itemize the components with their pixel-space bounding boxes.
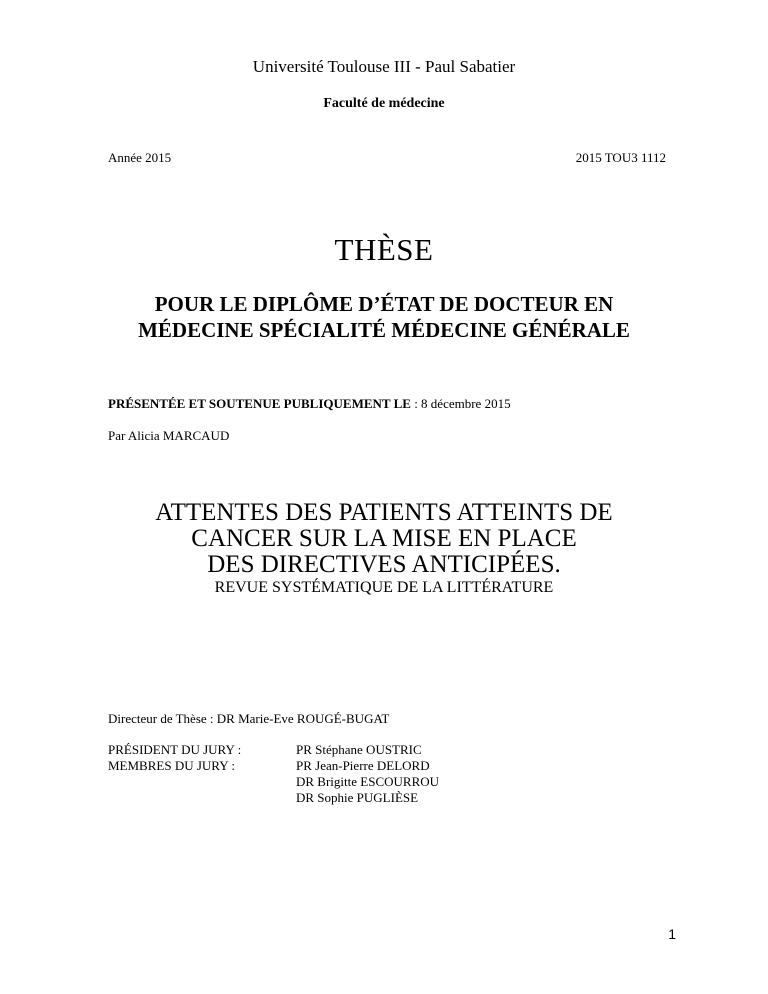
thesis-title [0,500,768,578]
thesis-director: Directeur de Thèse : DR Marie-Eve ROUGÉ-BUGAT [108,711,390,726]
academic-year: Année 2015 [108,150,172,165]
president-name: PR Stéphane OUSTRIC [296,742,422,757]
thesis-reference: 2015 TOU3 1112 [575,150,666,165]
diploma-line-1: POUR LE DIPLÔME D’ÉTAT DE DOCTEUR EN [154,292,614,316]
members-label: MEMBRES DU JURY : [108,758,236,773]
defense-info [108,396,511,412]
jury-president-row [108,742,439,758]
jury-members-row [108,758,439,806]
jury-member: PR Jean-Pierre DELORD [296,758,430,773]
jury-member: DR Brigitte ESCOURROU [296,774,440,789]
faculty-name: Faculté de médecine [323,96,445,111]
jury-section [108,742,439,806]
diploma-title [0,291,768,343]
page-number: 1 [668,926,676,942]
defense-date: : 8 décembre 2015 [410,396,511,411]
jury-member: DR Sophie PUGLIÈSE [296,790,419,805]
title-line-3: DES DIRECTIVES ANTICIPÉES. [207,551,561,578]
title-line-2: CANCER SUR LA MISE EN PLACE [191,525,577,552]
members-list [296,758,439,806]
university-name: Université Toulouse III - Paul Sabatier [252,57,516,76]
title-line-1: ATTENTES DES PATIENTS ATTEINTS DE [155,499,613,526]
thesis-heading: THÈSE [334,232,434,267]
president-label: PRÉSIDENT DU JURY : [108,742,242,757]
author-line: Par Alicia MARCAUD [108,428,230,443]
thesis-subtitle: REVUE SYSTÉMATIQUE DE LA LITTÉRATURE [214,579,554,596]
defense-label: PRÉSENTÉE ET SOUTENUE PUBLIQUEMENT LE [108,396,411,411]
diploma-line-2: MÉDECINE SPÉCIALITÉ MÉDECINE GÉNÉRALE [138,318,630,342]
